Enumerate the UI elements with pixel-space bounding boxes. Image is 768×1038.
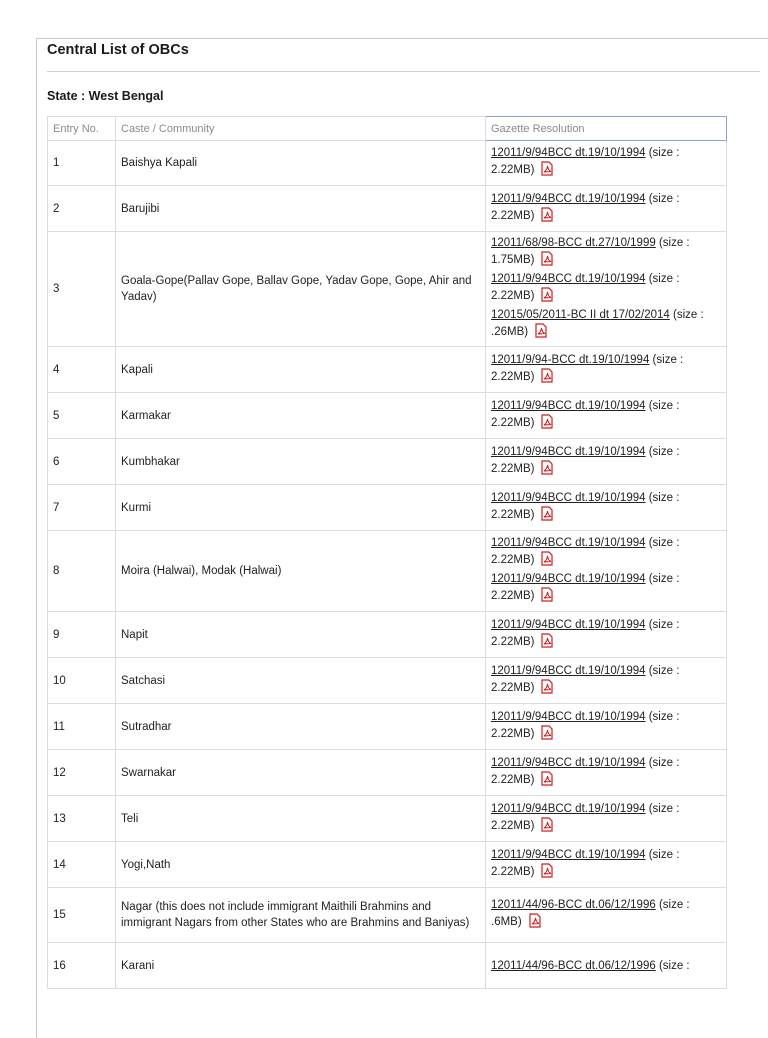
resolution-entry: [491, 191, 721, 227]
entry-no: 1: [48, 141, 116, 186]
table-row: [48, 347, 727, 393]
file-size: (size : 2.22MB): [491, 491, 680, 521]
resolution-entry: [491, 398, 721, 434]
file-size: (size : 2.22MB): [491, 147, 680, 176]
pdf-icon[interactable]: [540, 161, 554, 181]
title-divider: [47, 71, 760, 72]
gazette-resolution-link[interactable]: 12011/44/96-BCC dt.06/12/1996: [491, 959, 656, 972]
table-row: [48, 186, 727, 232]
resolution-entry: [491, 490, 721, 526]
pdf-icon[interactable]: [540, 287, 554, 307]
caste-name: Kumbhakar: [116, 439, 486, 485]
entry-no: 15: [48, 888, 116, 943]
resolution-entry: [491, 847, 721, 883]
caste-name: Moira (Halwai), Modak (Halwai): [116, 531, 486, 612]
caste-name: Barujibi: [116, 186, 486, 232]
gazette-resolution-cell: [486, 796, 727, 842]
table-row: [48, 842, 727, 888]
caste-name: Teli: [116, 796, 486, 842]
header-entry-no: Entry No.: [48, 117, 116, 141]
header-gazette-resolution: Gazette Resolution: [486, 117, 727, 141]
gazette-resolution-cell: [486, 750, 727, 796]
entry-no: 6: [48, 439, 116, 485]
table-row: [48, 796, 727, 842]
resolution-entry: [491, 444, 721, 480]
gazette-resolution-cell: [486, 393, 727, 439]
pdf-icon[interactable]: [540, 587, 554, 607]
pdf-icon[interactable]: [540, 551, 554, 571]
caste-name: Karmakar: [116, 393, 486, 439]
resolution-entry: [491, 897, 721, 933]
entry-no: 8: [48, 531, 116, 612]
entry-no: 5: [48, 393, 116, 439]
caste-name: Napit: [116, 612, 486, 658]
gazette-resolution-cell: [486, 347, 727, 393]
resolution-entry: [491, 145, 721, 181]
file-size: (size : 2.22MB): [491, 399, 680, 429]
table-row: [48, 658, 727, 704]
gazette-resolution-cell: [486, 531, 727, 612]
gazette-resolution-cell: [486, 704, 727, 750]
table-row: [48, 485, 727, 531]
table-row: [48, 393, 727, 439]
table-row: [48, 888, 727, 943]
gazette-resolution-cell: [486, 842, 727, 888]
gazette-resolution-cell: [486, 141, 727, 186]
pdf-icon[interactable]: [528, 913, 542, 933]
resolution-entry: [491, 271, 721, 307]
file-size: (size : 2.22MB): [491, 664, 680, 694]
file-size: (size : 2.22MB): [491, 618, 680, 648]
entry-no: 14: [48, 842, 116, 888]
resolution-entry: [491, 709, 721, 745]
resolution-entry: [491, 755, 721, 791]
obc-list-panel: [36, 38, 768, 1038]
pdf-icon[interactable]: [540, 817, 554, 837]
gazette-resolution-cell: [486, 232, 727, 347]
table-row: [48, 141, 727, 186]
resolution-entry: [491, 663, 721, 699]
table-row: [48, 943, 727, 989]
table-row: [48, 439, 727, 485]
file-size: (size : 2.22MB): [491, 353, 684, 383]
pdf-icon[interactable]: [540, 506, 554, 526]
gazette-resolution-cell: [486, 658, 727, 704]
table-row: [48, 750, 727, 796]
header-caste: Caste / Community: [116, 117, 486, 141]
caste-name: Nagar (this does not include immigrant Maithili Brahmins and immigrant Nagars from other States who are Brahmins and Baniyas): [116, 888, 486, 943]
caste-name: Baishya Kapali: [116, 141, 486, 186]
entry-no: 16: [48, 943, 116, 989]
file-size: (size : .6MB): [491, 899, 690, 928]
resolution-entry: [491, 235, 721, 271]
gazette-resolution-link[interactable]: 12011/68/98-BCC dt.27/10/1999: [491, 237, 656, 249]
file-size: (size : 2.22MB): [491, 537, 680, 566]
gazette-resolution-link[interactable]: 12011/9/94BCC dt.19/10/1994: [491, 273, 646, 285]
file-size: (size : 2.22MB): [491, 848, 680, 878]
pdf-icon[interactable]: [540, 771, 554, 791]
gazette-resolution-link[interactable]: 12011/9/94BCC dt.19/10/1994: [491, 573, 646, 585]
page-title: Central List of OBCs: [47, 42, 189, 58]
entry-no: 7: [48, 485, 116, 531]
gazette-resolution-link[interactable]: 12011/9/94-BCC dt.19/10/1994: [491, 353, 650, 366]
file-size: (size : .26MB): [491, 309, 704, 338]
pdf-icon[interactable]: [540, 725, 554, 745]
pdf-icon[interactable]: [540, 207, 554, 227]
table-body: [48, 141, 727, 989]
gazette-resolution-link[interactable]: 12011/9/94BCC dt.19/10/1994: [491, 445, 646, 458]
gazette-resolution-link[interactable]: 12011/9/94BCC dt.19/10/1994: [491, 618, 646, 631]
gazette-resolution-link[interactable]: 12011/44/96-BCC dt.06/12/1996: [491, 899, 656, 911]
entry-no: 12: [48, 750, 116, 796]
gazette-resolution-link[interactable]: 12011/9/94BCC dt.19/10/1994: [491, 399, 646, 412]
pdf-icon[interactable]: [540, 414, 554, 434]
table-row: [48, 612, 727, 658]
entry-no: 13: [48, 796, 116, 842]
gazette-resolution-cell: [486, 439, 727, 485]
gazette-resolution-link[interactable]: 12015/05/2011-BC II dt 17/02/2014: [491, 309, 670, 321]
gazette-resolution-link[interactable]: 12011/9/94BCC dt.19/10/1994: [491, 664, 646, 677]
gazette-resolution-link[interactable]: 12011/9/94BCC dt.19/10/1994: [491, 147, 646, 159]
resolution-entry: [491, 535, 721, 571]
gazette-resolution-link[interactable]: 12011/9/94BCC dt.19/10/1994: [491, 537, 646, 549]
resolution-entry: [491, 571, 721, 607]
file-size: (size : 2.22MB): [491, 445, 680, 475]
gazette-resolution-cell: [486, 943, 727, 989]
file-size: (size : 2.22MB): [491, 802, 680, 832]
gazette-resolution-cell: [486, 612, 727, 658]
gazette-resolution-cell: [486, 485, 727, 531]
caste-name: Yogi,Nath: [116, 842, 486, 888]
caste-name: Swarnakar: [116, 750, 486, 796]
pdf-icon[interactable]: [540, 863, 554, 883]
gazette-resolution-link[interactable]: 12011/9/94BCC dt.19/10/1994: [491, 848, 646, 861]
pdf-icon[interactable]: [540, 460, 554, 480]
entry-no: 9: [48, 612, 116, 658]
gazette-resolution-link[interactable]: 12011/9/94BCC dt.19/10/1994: [491, 756, 646, 769]
caste-name: Karani: [116, 943, 486, 989]
resolution-entry: [491, 617, 721, 653]
entry-no: 2: [48, 186, 116, 232]
entry-no: 3: [48, 232, 116, 347]
table-row: [48, 531, 727, 612]
pdf-icon[interactable]: [540, 368, 554, 388]
caste-name: Kurmi: [116, 485, 486, 531]
obc-table: [47, 116, 727, 989]
state-label: State : West Bengal: [47, 89, 164, 103]
gazette-resolution-link[interactable]: 12011/9/94BCC dt.19/10/1994: [491, 710, 646, 723]
file-size: (size : 1.75MB): [491, 237, 690, 266]
pdf-icon[interactable]: [534, 323, 548, 343]
file-size: (size : 2.22MB): [491, 756, 680, 786]
entry-no: 11: [48, 704, 116, 750]
caste-name: Goala-Gope(Pallav Gope, Ballav Gope, Yadav Gope, Gope, Ahir and Yadav): [116, 232, 486, 347]
caste-name: Sutradhar: [116, 704, 486, 750]
file-size: (size : 2.22MB): [491, 573, 680, 602]
file-size: (size : 2.22MB): [491, 710, 680, 740]
gazette-resolution-link[interactable]: 12011/9/94BCC dt.19/10/1994: [491, 192, 646, 205]
file-size: (size :: [655, 959, 690, 972]
file-size: (size : 2.22MB): [491, 192, 680, 222]
gazette-resolution-cell: [486, 186, 727, 232]
resolution-entry: [491, 958, 721, 974]
pdf-icon[interactable]: [540, 679, 554, 699]
caste-name: Kapali: [116, 347, 486, 393]
resolution-entry: [491, 307, 721, 343]
entry-no: 4: [48, 347, 116, 393]
entry-no: 10: [48, 658, 116, 704]
resolution-entry: [491, 352, 721, 388]
gazette-resolution-link[interactable]: 12011/9/94BCC dt.19/10/1994: [491, 491, 646, 504]
file-size: (size : 2.22MB): [491, 273, 680, 302]
pdf-icon[interactable]: [540, 633, 554, 653]
pdf-icon[interactable]: [540, 251, 554, 271]
table-row: [48, 704, 727, 750]
gazette-resolution-link[interactable]: 12011/9/94BCC dt.19/10/1994: [491, 802, 646, 815]
resolution-entry: [491, 801, 721, 837]
caste-name: Satchasi: [116, 658, 486, 704]
gazette-resolution-cell: [486, 888, 727, 943]
table-row: [48, 232, 727, 347]
table-header-row: [48, 117, 727, 141]
